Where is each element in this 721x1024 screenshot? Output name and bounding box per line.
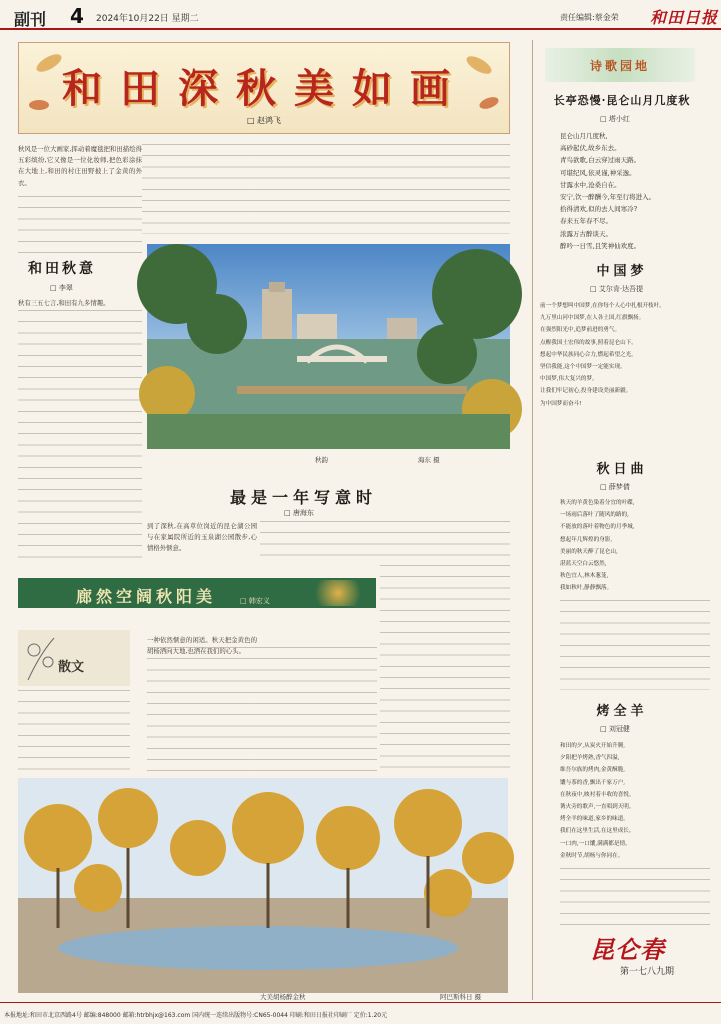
article3-body-lines — [260, 521, 510, 565]
poetry-banner — [545, 48, 695, 82]
poem3-body-lines — [560, 600, 710, 690]
article4-title: 廊然空阔秋阳美 — [76, 587, 217, 606]
poem3-body: 秋天的羊黄色染着分宜的叶碟, 一场雨后落叶了随风的路的, 不能放的落叶着物色的月季城, 想起年几辉煌的身影, 美丽的秋天醉了昆仑山, 湛蓝天空白云悠然, 秋色宜人,林木葱茏, 我如秋叶,静静飘落。 — [560, 500, 635, 592]
poem2-body: 前一个梦想叫中国梦,在你每个人心中扎根开枝叶。 九万里山河中国梦,在人各土国,红旗飘扬。 在强烈阳光中,追梦前进的勇气。 点醒我国土宏伟的故事,照着昆仑山下。 想起中华民族同心合力,燃起希望之光。 坚信我能,这个中国梦一定能实现。 中国梦,伟大复兴的梦。 让我们牢记初心,投身建设美丽新疆。 为中国梦而奋斗! — [540, 303, 665, 407]
article3-body-continued — [380, 565, 510, 770]
article4-body-lines — [147, 647, 377, 777]
poem4-body: 和田的夕,从炭火开始升腾, 夕阳把羊烤熟,香气四溢, 维吾尔族的烤肉,金黄酥脆, 馕与茶的香,飘出千家万户, 在秋夜中,映衬着丰收的喜悦。 篝火旁的歌声,一直唱到天明。 烤全羊的味道,家乡的味道。 我们在这里生活,在这里成长。 一口肉,一口馕,满满都是情。 金秋时节,胡杨与你同在。 — [560, 743, 635, 859]
newspaper-logo: 和田日报 — [650, 8, 719, 27]
sun-decoration — [308, 580, 368, 606]
kunlun-spring-logo: 昆仑春 — [590, 935, 665, 964]
article3-body: 到了深秋,在高草位岗近的昆仑湖公园与在家属院所近的玉泉湖公园散步,心情格外惬意。 — [147, 522, 257, 553]
poem1-body: 昆仑山月几度秋, 高砂起伏,故乡东去。 青鸟欲歌,白云穿过雨天路。 可堪纪风,依灵谨,神采逸。 甘露水中,沧桑自在。 安宁,饮一醉酬今,年至行将进入。 拾得清欢,似的去人间寒冷? 春来五年春不尽。 浓露万古醉谈天。 醉吟一日雪,且笑神仙欢度。 — [560, 132, 656, 250]
article4-body-left — [18, 690, 130, 775]
banner-byline: □ 赵鸿飞 — [246, 116, 282, 125]
poetry-banner-title: 诗歌园地 — [589, 59, 650, 73]
article3-title: 最是一年写意时 — [230, 488, 378, 507]
photo1-caption: 秋韵 — [315, 456, 328, 464]
article2-title: 和田秋意 — [28, 261, 96, 277]
article2-body: 秋有三五七言,和田有九多情趣。 — [18, 299, 110, 307]
article2-byline: □ 李翠 — [50, 284, 73, 292]
poem1-title: 长亭恐慢·昆仑山月几度秋 — [553, 94, 691, 107]
article4-banner — [18, 578, 376, 608]
article4-body: 一种依然惬意的闲适。秋天把金黄色的胡杨洒向大地,也洒在我们的心头。 — [147, 636, 257, 656]
photo2-caption: 大美胡杨醉金秋 — [260, 993, 306, 1001]
photo1-credit: 海东 摄 — [418, 456, 440, 464]
photo2-credit: 阿巴斯科日 摄 — [440, 993, 482, 1001]
autumn-lake-photo — [147, 244, 510, 449]
essay-tag: 散文 — [58, 660, 85, 675]
article2-body-lines — [18, 310, 142, 560]
article1-body-lines — [18, 196, 142, 262]
poem4-body-lines — [560, 868, 710, 928]
feature-banner — [18, 42, 510, 134]
populus-forest-photo — [18, 778, 508, 993]
poem1-byline: □ 塔小红 — [600, 115, 630, 123]
issue-date: 2024年10月22日 星期二 — [96, 14, 199, 24]
page-number: 4 — [70, 4, 84, 28]
flower-icon — [20, 634, 60, 682]
section-name: 副刊 — [14, 10, 47, 29]
article4-byline: □ 韩宏义 — [240, 597, 270, 605]
page-header — [0, 0, 721, 30]
poem2-byline: □ 艾尔肯·达吾提 — [590, 285, 644, 293]
article1-body: 秋风是一位大画家,挥动着魔毯把和田描绘得五彩缤纷,它又像是一位化妆师,把色彩涂抹在大地上,和田的村庄田野披上了金黄的外衣。 — [18, 145, 142, 187]
article3-byline: □ 唐海东 — [284, 509, 314, 517]
issue-number: 第一七八九期 — [620, 967, 675, 977]
poem3-title: 秋日曲 — [596, 462, 648, 477]
poem4-byline: □ 刘冠健 — [600, 725, 630, 733]
essay-tag-box — [18, 630, 130, 686]
poem2-title: 中国梦 — [596, 264, 648, 279]
article1-body-continued — [142, 144, 510, 234]
banner-title: 和田深秋美如画 — [62, 65, 468, 112]
poem4-title: 烤全羊 — [596, 704, 648, 719]
page-footer: 本报地址:和田市北京西路4号 邮编:848000 邮箱:htrbhjx@163.com 国内统一连续出版物号:CN65-0044 印刷:和田日报社印刷厂 定价:1.20元 — [0, 1002, 721, 1024]
editor: 责任编辑:蔡金荣 — [560, 13, 619, 22]
poem3-byline: □ 薛梦倩 — [600, 483, 630, 491]
